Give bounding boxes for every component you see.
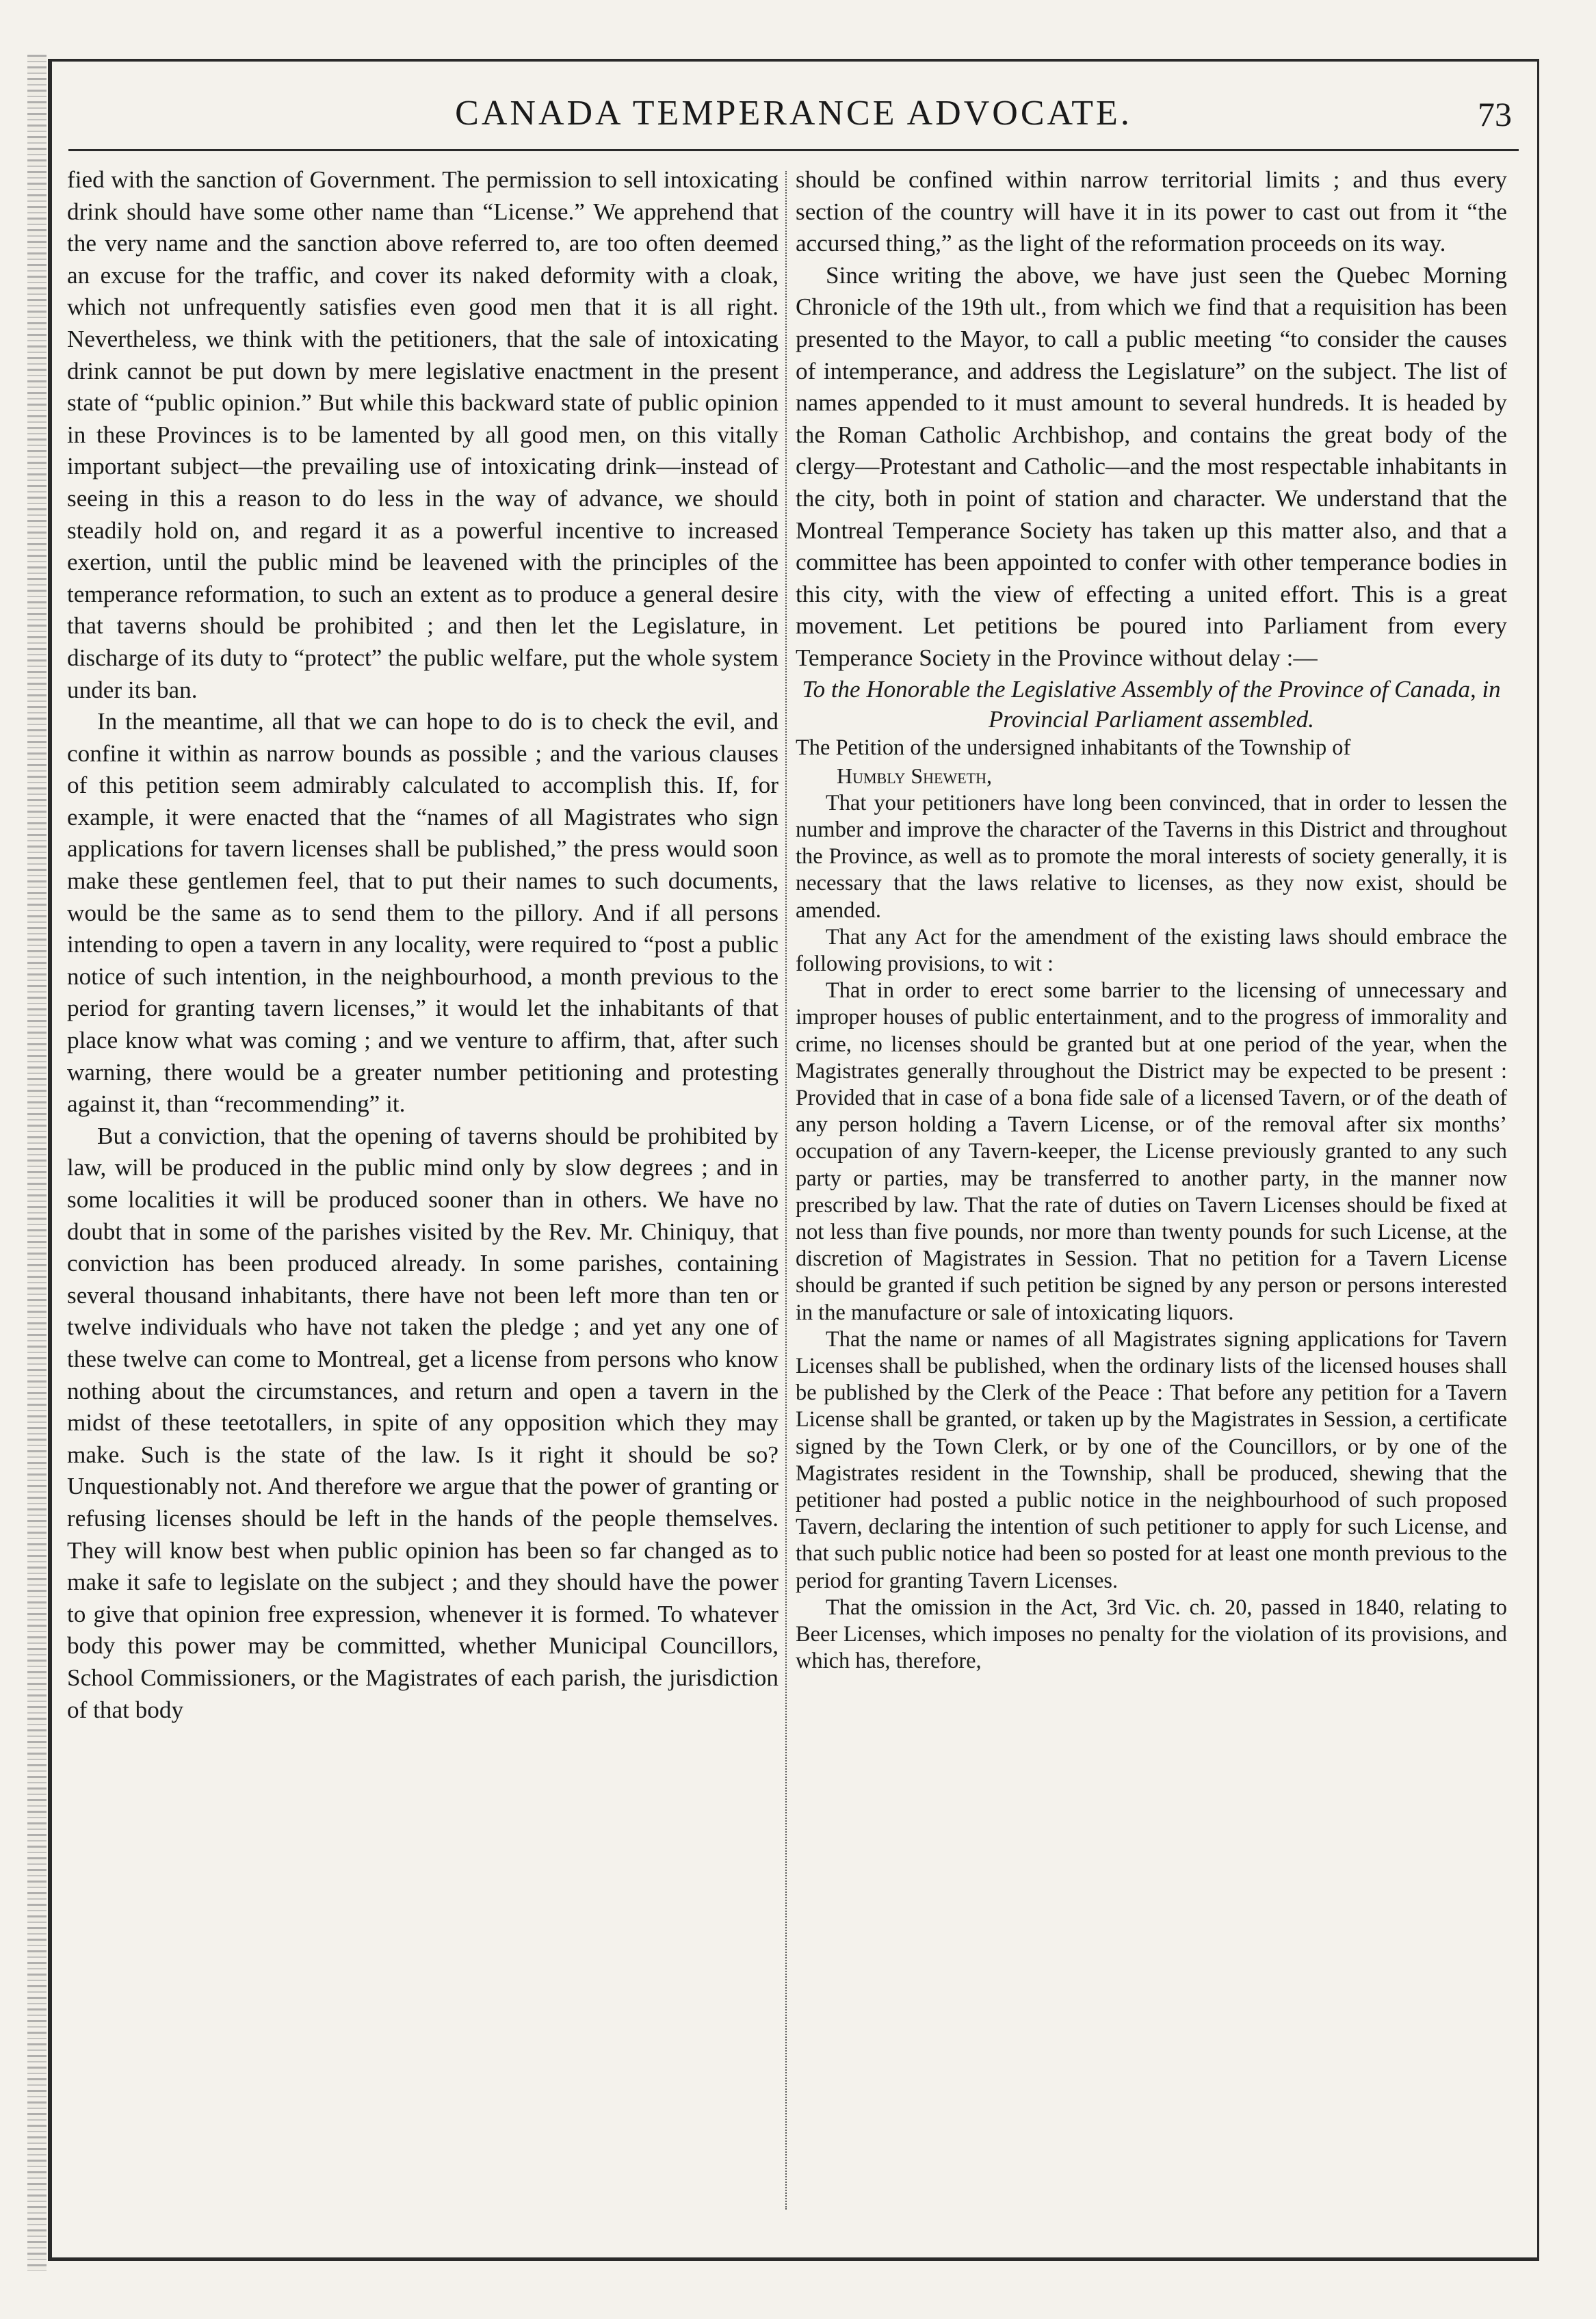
petition-of: The Petition of the undersigned inhabitants of the Township of (796, 735, 1351, 760)
page-number: 73 (1478, 95, 1512, 133)
petition-paragraph: That the omission in the Act, 3rd Vic. ch. 20, passed in 1840, relating to Beer Licenses, which imposes no penalty for the violation of its provisions, and which has, therefore, (796, 1595, 1507, 1674)
bottom-border-rule (48, 2257, 1539, 2261)
paragraph: But a conviction, that the opening of taverns should be prohibited by law, will be produced in the public mind only by slow degrees ; and in some localities it will be produced sooner than in others. We have no doubt that in some of the parishes visited by the Rev. Mr. Chiniquy, that conviction has been produced already. In some parishes, containing several thousand inhabitants, there have not been left more than ten or twelve individuals who have not taken the pledge ; and yet any one of these twelve can come to Montreal, get a license from persons who know nothing about the circumstances, and return and open a tavern in the midst of these teetotallers, in spite of any opposition which they may make. Such is the state of the law. Is it right it should be so? Unquestionably not. And therefore we argue that the power of granting or refusing licenses should be left in the hands of the people themselves. They will know best when public opinion has been so far changed as to make it safe to legislate on the subject ; and they should have the power to give that opinion free expression, whenever it is formed. To whatever body this power may be committed, whether Municipal Councillors, School Commissioners, or the Magistrates of each parish, the jurisdiction of that body (67, 1122, 779, 1723)
binding-edge-texture (27, 55, 47, 2271)
left-column (67, 164, 779, 2210)
petition-paragraph: That the name or names of all Magistrates signing applications for Tavern Licenses shall be published, when the ordinary lists of the licensed houses shall be published by the Clerk of the Peace : That before any petition for a Tavern License shall be granted, or taken up by the Magistrates in Session, a certificate signed by the Town Clerk, or by one of the Councillors, or by one of the Magistrates resident in the Township, shall be produced, shewing that the petitioner had posted a public notice in the neighbourhood of such proposed Tavern, declaring the intention of such petitioner to apply for such License, and that such public notice had been so posted for at least one month previous to the period for granting Tavern Licenses. (796, 1326, 1507, 1593)
column-divider (785, 171, 787, 2210)
petition-title: To the Honorable the Legislative Assembly of the Province of Canada, in Provincial Parliament assembled. (802, 675, 1501, 733)
petition-paragraph: That in order to erect some barrier to the licensing of unnecessary and improper houses of public entertainment, and to the progress of immorality and crime, no licenses should be granted but at one period of the year, when the Magistrates generally throughout the District may be expected to be present : Provided that in case of a bona fide sale of a licensed Tavern, or of the death of any person holding a Tavern License, or of the removal after six months’ occupation of any Tavern-keeper, the License previously granted to any such party or parties, may be transferred to another party, in the manner now prescribed by law. That the rate of duties on Tavern Licenses should be fixed at not less than five pounds, nor more than twenty pounds for such License, at the discretion of Magistrates in Session. That no petition for a Tavern License should be granted if such petition be signed by any person or persons interested in the manufacture or sale of intoxicating liquors. (796, 978, 1507, 1325)
running-header (68, 88, 1519, 151)
paragraph: should be confined within narrow territorial limits ; and thus every section of the country will have it in its power to cast out from it “the accursed thing,” as the light of the reformation proceeds on its way. (796, 166, 1507, 257)
publication-title: CANADA TEMPERANCE ADVOCATE. (455, 94, 1132, 133)
paragraph: fied with the sanction of Government. The permission to sell intoxicating drink should have some other name than “License.” We apprehend that the very name and the sanction above referred to, are too often deemed an excuse for the traffic, and cover its naked deformity with a cloak, which not unfrequently satisfies even good men that it is all right. Nevertheless, we think with the petitioners, that the sale of intoxicating drink cannot be put down by mere legislative enactment in the present state of “public opinion.” But while this backward state of public opinion in these Provinces is to be lamented by all good men, on this vitally important subject—the prevailing use of intoxicating drink—instead of seeing in this a reason to do less in the way of advance, we should steadily hold on, and regard it as a powerful incentive to increased exertion, until the public mind be leavened with the principles of the temperance reformation, to such an extent as to produce a general desire that taverns should be prohibited ; and then let the Legislature, in discharge of its duty to “protect” the public welfare, put the whole system under its ban. (67, 166, 779, 703)
petition-paragraph: That any Act for the amendment of the existing laws should embrace the following provisions, to wit : (796, 924, 1507, 976)
petition-body (796, 735, 1507, 1675)
right-column (796, 164, 1507, 2210)
paragraph: Since writing the above, we have just seen the Quebec Morning Chronicle of the 19th ult., from which we find that a requisition has been presented to the Mayor, to call a public meeting “to consider the causes of intemperance, and address the Legislature” on the subject. The list of names appended to it must amount to several hundreds. It is headed by the Roman Catholic Archbishop, and contains the great body of the clergy—Protestant and Catholic—and the most respectable inhabitants in the city, both in point of station and character. We understand that the Montreal Temperance Society has taken up this matter also, and that a committee has been appointed to confer with other temperance bodies in this city, with the view of effecting a united effort. This is a great movement. Let petitions be poured into Parliament from every Temperance Society in the Province without delay :— (796, 261, 1507, 671)
paragraph: In the meantime, all that we can hope to do is to check the evil, and confine it within as narrow bounds as possible ; and the various clauses of this petition seem admirably calculated to accomplish this. If, for example, it were enacted that the “names of all Magistrates who sign applications for tavern licenses shall be published,” the press would soon make these gentlemen feel, that to put their names to such documents, would be the same as to send them to the pillory. And if all persons intending to open a tavern in any locality, were required to “post a public notice of such intention, in the neighbourhood, a month previous to the period for granting tavern licenses,” it would let the inhabitants of that place know what was coming ; and we venture to affirm, that, after such warning, there would be a greater number petitioning and protesting against it, than “recommending” it. (67, 708, 779, 1118)
petition-paragraph: That your petitioners have long been convinced, that in order to lessen the number and improve the character of the Taverns in this District and throughout the Province, as well as to promote the moral interests of society generally, it is necessary that the laws relative to licenses, as they now exist, should be amended. (796, 790, 1507, 923)
petition-salutation: Humbly Sheweth, (837, 763, 993, 788)
